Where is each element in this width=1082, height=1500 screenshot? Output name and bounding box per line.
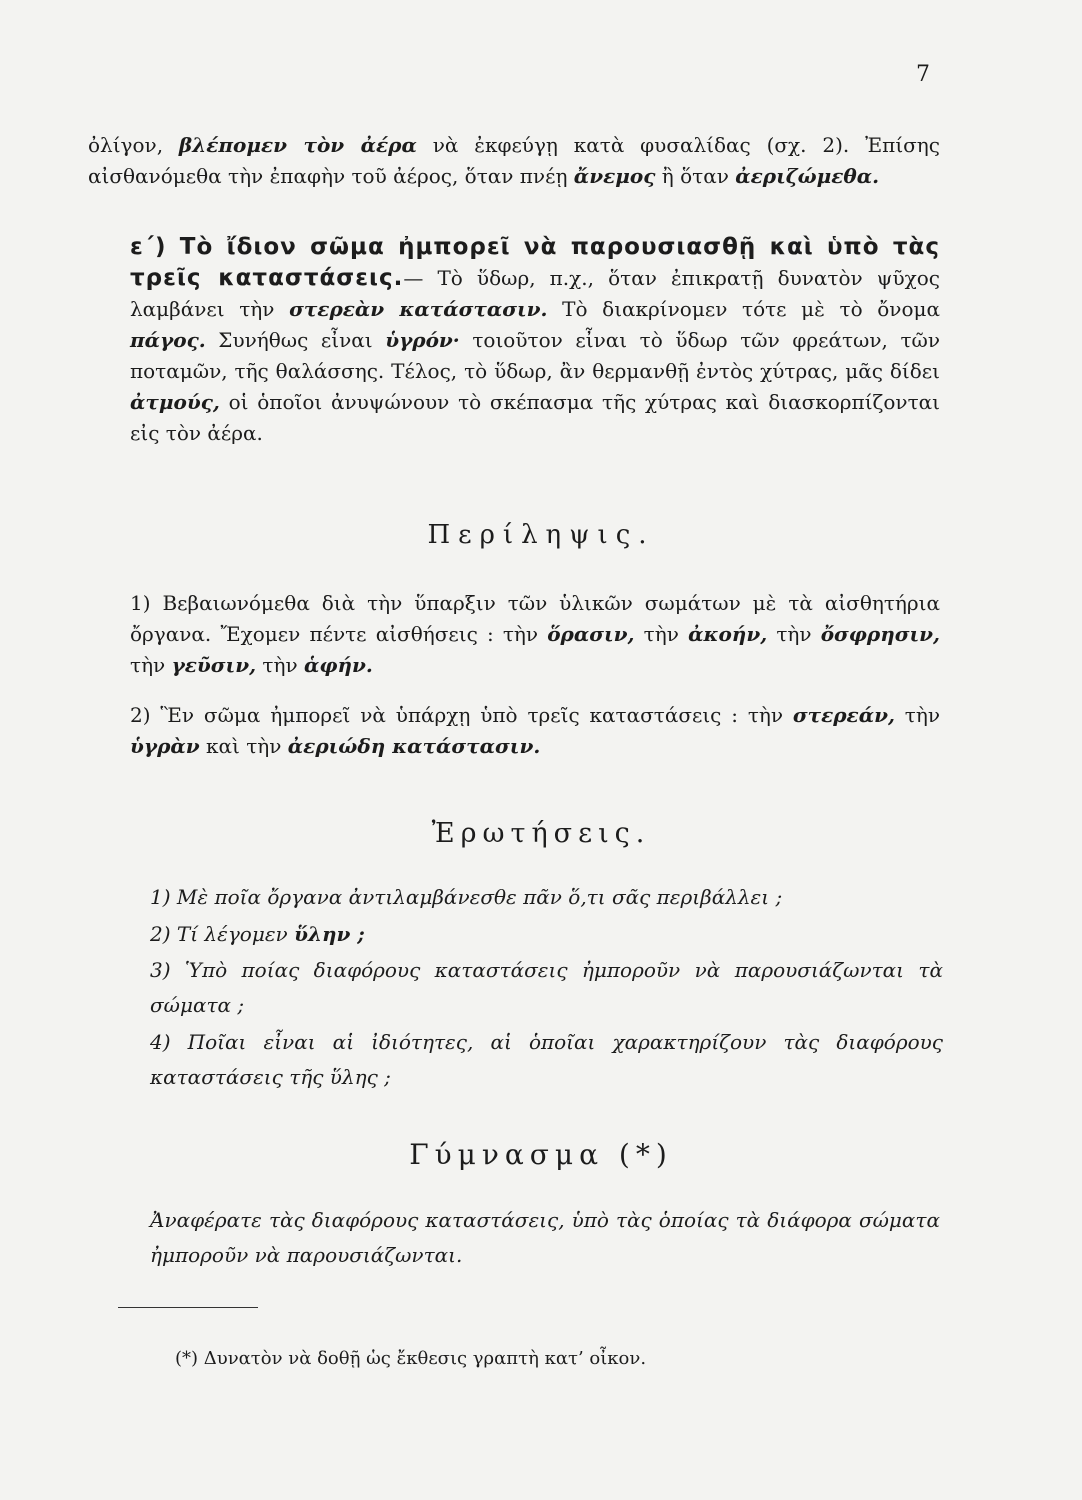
paragraph-air: ὀλίγον, βλέπομεν τὸν ἀέρα νὰ ἐκφεύγῃ κατὰ φυσαλίδας (σχ. 2). Ἐπίσης αἰσθανόμεθα τὴν ἐπαφὴν τοῦ ἀέρος, ὅταν πνέῃ ἄνεμος ἢ ὅταν ἀεριζώμεθα. <box>88 133 940 188</box>
question-1: 1) Μὲ ποῖα ὄργανα ἀντιλαμβάνεσθε πᾶν ὅ,τι σᾶς περιβάλλει ; <box>150 885 783 909</box>
footnote: (*) Δυνατὸν νὰ δοθῇ ὡς ἔκθεσις γραπτὴ κατ’ οἶκον. <box>175 1348 647 1369</box>
summary-heading: Περίληψις. <box>427 520 655 550</box>
page-number: 7 <box>916 62 930 87</box>
question-3: 3) Ὑπὸ ποίας διαφόρους καταστάσεις ἠμποροῦν νὰ παρουσιάζωνται τὰ σώματα ; <box>150 958 943 1017</box>
exercise-text: Ἀναφέρατε τὰς διαφόρους καταστάσεις, ὑπὸ τὰς ὁποίας τὰ διάφορα σώματα ἠμποροῦν νὰ παρουσιάζωνται. <box>150 1208 940 1267</box>
paragraph-water-states: ε΄) Τὸ ἴδιον σῶμα ἠμπορεῖ νὰ παρουσιασθῇ καὶ ὑπὸ τὰς τρεῖς καταστάσεις.— Τὸ ὕδωρ, π.χ., ὅταν ἐπικρατῇ δυνατὸν ψῦχος λαμβάνει τὴν στερεὰν κατάστασιν. Τὸ διακρίνομεν τότε μὲ τὸ ὄνομα πάγος. Συνήθως εἶναι ὑγρόν· τοιοῦτον εἶναι τὸ ὕδωρ τῶν φρεάτων, τῶν ποταμῶν, τῆς θαλάσσης. Τέλος, τὸ ὕδωρ, ἂν θερμανθῇ ἐντὸς χύτρας, μᾶς δίδει ἀτμούς, οἱ ὁποῖοι ἀνυψώνουν τὸ σκέπασμα τῆς χύτρας καὶ διασκορπίζονται εἰς τὸν ἀέρα. <box>130 234 941 445</box>
questions-heading: Ἐρωτήσεις. <box>431 818 651 849</box>
question-4: 4) Ποῖαι εἶναι αἱ ἰδιότητες, αἱ ὁποῖαι χαρακτηρίζουν τὰς διαφόρους καταστάσεις τῆς ὕλης ; <box>150 1030 943 1089</box>
exercise-heading: Γύμνασμα (*) <box>409 1138 673 1171</box>
question-2: 2) Τί λέγομεν ὕλην ; <box>150 922 365 946</box>
summary-item-1: 1) Βεβαιωνόμεθα διὰ τὴν ὕπαρξιν τῶν ὑλικῶν σωμάτων μὲ τὰ αἰσθητήρια ὄργανα. Ἔχομεν πέντε αἰσθήσεις : τὴν ὅρασιν, τὴν ἀκοήν, τὴν ὄσφρησιν, τὴν γεῦσιν, τὴν ἁφήν. <box>130 591 941 677</box>
summary-item-2: 2) Ἓν σῶμα ἠμπορεῖ νὰ ὑπάρχῃ ὑπὸ τρεῖς καταστάσεις : τὴν στερεάν, τὴν ὑγρὰν καὶ τὴν ἀεριώδη κατάστασιν. <box>130 703 940 758</box>
footnote-rule <box>118 1307 258 1308</box>
